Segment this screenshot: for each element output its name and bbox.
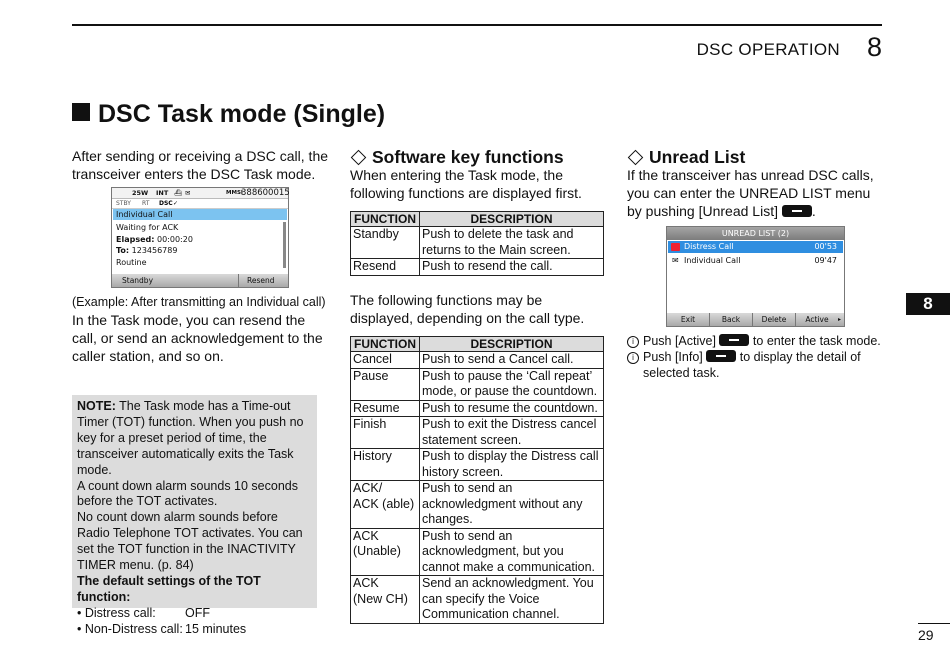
page-number: 29 <box>918 627 934 643</box>
unread-softkey-bar <box>667 313 844 326</box>
left-intro: After sending or receiving a DSC call, the transceiver enters the DSC Task mode. <box>72 148 329 182</box>
arrow-right-icon: ▸ <box>838 316 842 323</box>
table-row <box>351 417 604 449</box>
table-row <box>351 449 604 481</box>
softkey-active: Active <box>805 315 829 324</box>
diamond-icon <box>351 150 367 166</box>
softkey-delete: Delete <box>753 313 796 326</box>
function-cell: History <box>351 449 420 481</box>
softkey-icon <box>706 350 736 362</box>
function-cell: Resume <box>351 400 420 417</box>
info-icon: i <box>627 352 639 364</box>
function-cell: Resend <box>351 259 420 276</box>
check-icon: ✓ <box>173 200 179 207</box>
function-table-1: FUNCTION DESCRIPTION Standby Push to delete the task and returns to the Main screen. Resend Push to resend the call. <box>350 211 604 276</box>
mode-tabs: STBY RT DSC ✓ <box>112 199 288 209</box>
default-distress: • Distress call: OFF <box>77 605 210 620</box>
unread-row-distress: Distress Call 00'53 <box>668 241 843 253</box>
softkey-bar <box>112 274 288 287</box>
unread-title-bar: UNREAD LIST (2) <box>667 227 844 240</box>
unread-list-heading: Unread List <box>627 147 745 168</box>
software-key-heading: Software key functions <box>350 147 564 168</box>
status-bar: 25W INT ⛴ ✉ MMSI 388600015 <box>112 188 288 199</box>
task-screen <box>111 187 289 288</box>
table-row <box>351 576 604 624</box>
description-cell: Push to send an acknowledgment, but you cannot make a communication. <box>420 528 604 576</box>
unread-intro: If the transceiver has unread DSC calls, you can enter the UNREAD LIST menu by pushing [Unread List] . <box>627 167 874 219</box>
middle-intro: When entering the Task mode, the following functions are displayed first. <box>350 167 582 201</box>
description-cell: Push to send a Cancel call. <box>420 352 604 369</box>
unread-bullets <box>627 333 882 381</box>
middle-intro-2: The following functions may be displayed, depending on the call type. <box>350 292 585 326</box>
chapter-number: 8 <box>866 32 882 62</box>
table-row <box>351 352 604 369</box>
description-cell: Push to resume the countdown. <box>420 400 604 417</box>
ship-icon: ⛴ <box>174 189 183 197</box>
table-row <box>351 259 604 276</box>
bullet-info: i Push [Info] to display the detail of selected task. <box>627 349 882 381</box>
chapter-side-tab: 8 <box>906 293 950 315</box>
square-bullet-icon <box>72 103 90 121</box>
unread-row-individual: ✉ Individual Call 09'47 <box>672 256 837 265</box>
softkey-icon <box>782 205 812 217</box>
description-cell: Push to send an acknowledgment without any changes. <box>420 481 604 529</box>
table-row <box>351 227 604 259</box>
function-cell: ACK/ ACK (able) <box>351 481 420 529</box>
left-body: In the Task mode, you can resend the call, or send an acknowledgement to the caller station, and so on. <box>72 312 323 364</box>
task-details: Waiting for ACK Elapsed: 00:00:20 To: 123456789 Routine <box>116 223 193 267</box>
function-cell: ACK (Unable) <box>351 528 420 576</box>
table-row <box>351 400 604 417</box>
section-title: DSC OPERATION <box>696 40 840 59</box>
function-cell: Pause <box>351 368 420 400</box>
softkey-standby: Standby <box>122 276 154 285</box>
description-cell: Push to pause the ‘Call repeat’ mode, or pause the countdown. <box>420 368 604 400</box>
scrollbar <box>283 222 286 268</box>
softkey-back: Back <box>710 313 753 326</box>
table-row <box>351 481 604 529</box>
unread-list-screen <box>666 226 845 327</box>
description-cell: Push to delete the task and returns to the Main screen. <box>420 227 604 259</box>
footer-rule <box>918 623 950 624</box>
header-rule <box>72 24 882 26</box>
description-cell: Send an acknowledgment. You can specify the Voice Communication channel. <box>420 576 604 624</box>
page-title: DSC Task mode (Single) <box>72 100 385 129</box>
bullet-active: i Push [Active] to enter the task mode. <box>627 333 882 349</box>
description-cell: Push to display the Distress call history screen. <box>420 449 604 481</box>
function-table-2: FUNCTION DESCRIPTION Cancel Push to send a Cancel call. Pause Push to pause the ‘Call repeat’ mode, or pause the countdown. Resume Push to resume the countdown. Finish Push to exit the Distress cancel statement screen. History Push to display the Distress call history screen. ACK/ ACK (able) Push to send an acknowledgment without any changes. ACK (Unable) Push to send an acknowledgment, but you cannot make a communication. ACK (New CH) Send an acknowledgment. You can specify the Voice Communication channel. <box>350 336 604 624</box>
selected-call-row: Individual Call <box>113 209 287 220</box>
table-row <box>351 528 604 576</box>
softkey-icon <box>719 334 749 346</box>
envelope-icon: ✉ <box>185 189 191 197</box>
function-cell: Cancel <box>351 352 420 369</box>
distress-icon <box>671 243 680 251</box>
envelope-icon: ✉ <box>672 256 679 265</box>
description-cell: Push to exit the Distress cancel statement screen. <box>420 417 604 449</box>
softkey-exit: Exit <box>667 313 710 326</box>
table-row <box>351 368 604 400</box>
function-cell: ACK (New CH) <box>351 576 420 624</box>
description-cell: Push to resend the call. <box>420 259 604 276</box>
softkey-resend: Resend <box>247 276 275 285</box>
diamond-icon <box>628 150 644 166</box>
info-icon: i <box>627 336 639 348</box>
function-cell: Standby <box>351 227 420 259</box>
default-non-distress: • Non-Distress call: 15 minutes <box>77 621 247 636</box>
screen-caption: (Example: After transmitting an Individual call) <box>72 295 326 309</box>
function-cell: Finish <box>351 417 420 449</box>
note-box: NOTE: The Task mode has a Time-out Timer (TOT) function. When you push no key for a preset period of time, the transceiver automatically exits the Task mode. A count down alarm sounds 10 seconds before the TOT activates. No count down alarm sounds before Radio Telephone TOT activates. You can set the TOT function in the INACTIVITY TIMER menu. (p. 84) The default settings of the TOT function: • Distress call: OFF • Non-Distress call: 15 minutes <box>72 395 317 608</box>
